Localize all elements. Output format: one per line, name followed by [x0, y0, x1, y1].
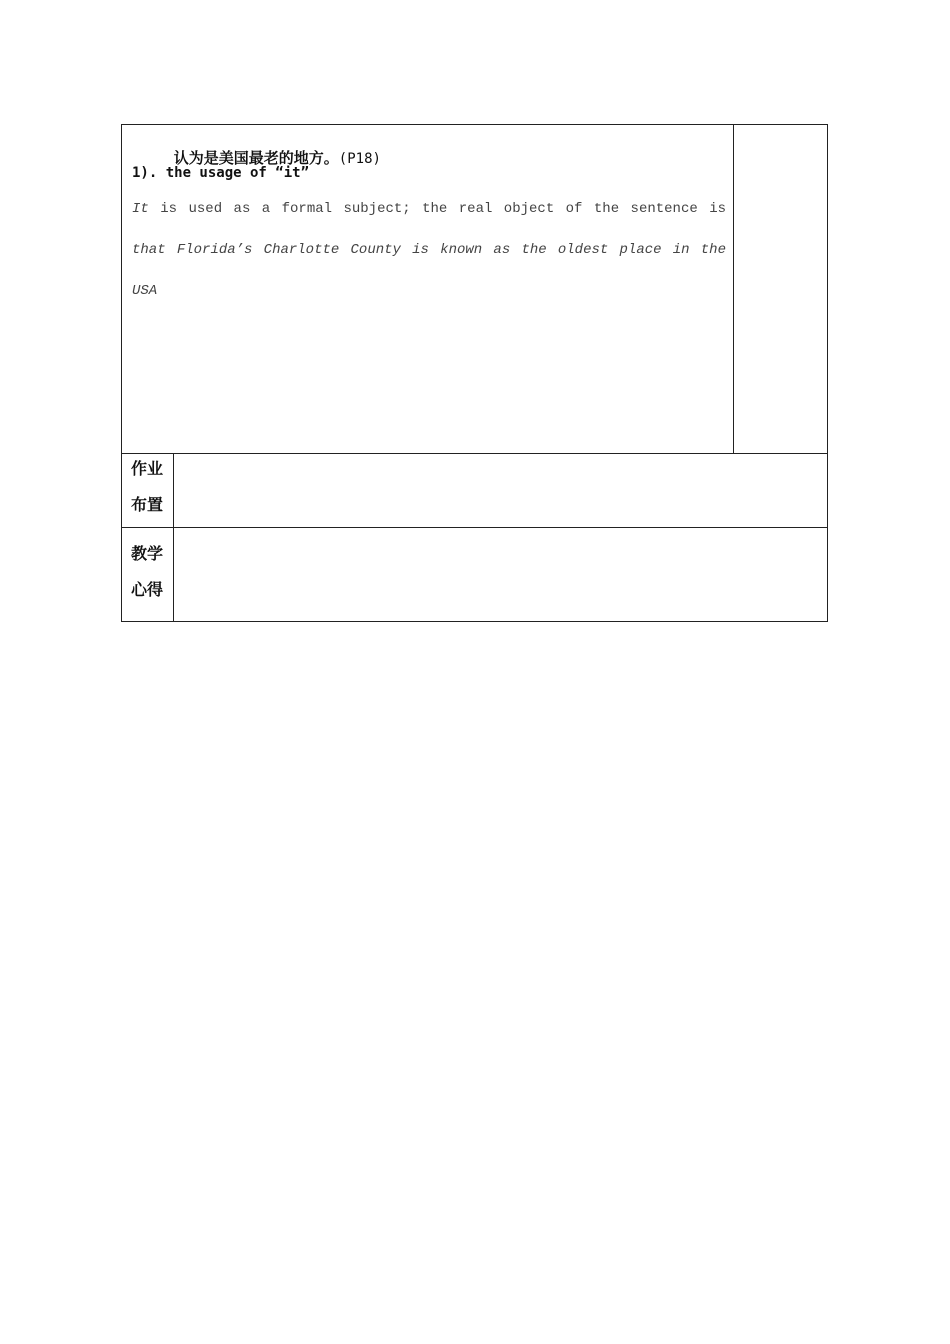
- homework-label-cell: [122, 453, 174, 527]
- explanation-it-word: It: [132, 201, 149, 217]
- explanation-line-1: [132, 201, 726, 217]
- explanation-line-3: [132, 283, 726, 299]
- explanation-line-2-text: that Florida’s Charlotte County is known as the oldest place in the: [132, 242, 726, 258]
- notes-column: [733, 125, 734, 453]
- heading-text: 认为是美国最老的地方。: [173, 149, 339, 167]
- content-row: [122, 125, 827, 454]
- usage-title: 1). the usage of “it”: [132, 165, 310, 181]
- lesson-table: [121, 124, 828, 622]
- explanation-line-3-text: USA: [132, 283, 158, 299]
- homework-row: [122, 453, 827, 528]
- reflection-label-line-2: 心得: [131, 580, 164, 599]
- homework-label-line-2: 布置: [131, 495, 164, 514]
- reflection-row: [122, 527, 827, 621]
- explanation-line-2: [132, 242, 726, 258]
- reflection-label-line-1: 教学: [131, 544, 164, 563]
- homework-label-line-1: 作业: [131, 459, 164, 478]
- explanation-line-1-rest: is used as a formal subject; the real object of the sentence is: [148, 201, 726, 217]
- heading-page-ref: (P18): [338, 151, 381, 167]
- reflection-label-cell: [122, 527, 174, 621]
